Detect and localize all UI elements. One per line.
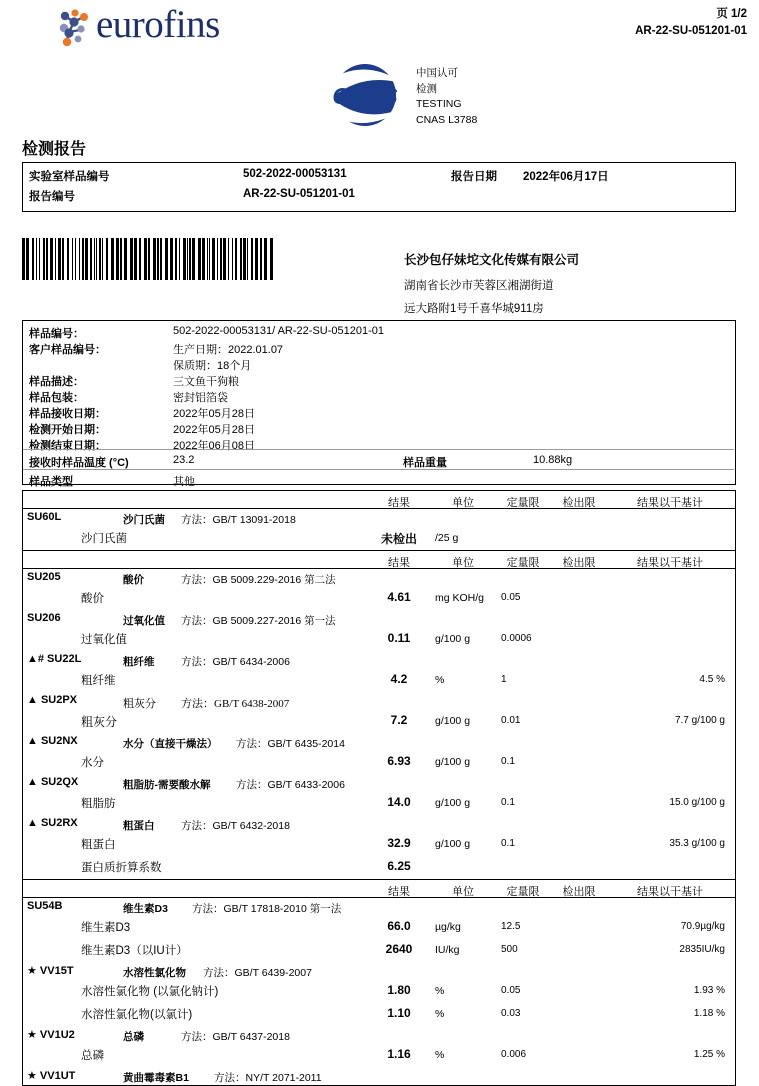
cnas-accreditation [320, 62, 510, 132]
result-unit: g/100 g [435, 715, 471, 727]
barcode-bar [26, 238, 29, 280]
result-value: 未检出 [380, 532, 417, 546]
result-unit: g/100 g [435, 797, 471, 809]
col-header-result: 结果 [388, 497, 410, 509]
result-loq: 0.006 [501, 1049, 527, 1060]
analysis-group-header [23, 509, 735, 527]
analysis-method: 方法：GB/T 17818-2010 第一法 [192, 903, 342, 915]
col-header-dry-basis: 结果以干基计 [637, 557, 703, 569]
analyte-name: 总磷 [81, 1050, 104, 1062]
analysis-method: 方法：GB/T 6437-2018 [181, 1031, 290, 1043]
col-header-lod: 检出限 [562, 497, 596, 509]
barcode-bar [270, 238, 273, 280]
barcode-bar [207, 238, 208, 280]
analyte-name: 沙门氏菌 [81, 533, 127, 545]
analysis-code: ▲ SU2RX [27, 817, 78, 829]
barcode-bar [148, 238, 150, 280]
result-loq: 12.5 [501, 921, 521, 932]
barcode-bar [179, 238, 180, 280]
analysis-name: 粗纤维 [123, 656, 155, 668]
table-row [23, 1044, 735, 1067]
result-dry-basis: 15.0 g/100 g [669, 797, 725, 808]
cnas-line-3: TESTING [416, 98, 462, 110]
table-row [23, 916, 735, 939]
barcode-bar [223, 238, 226, 280]
barcode-bar [116, 238, 119, 280]
col-header-unit: 单位 [452, 557, 474, 569]
col-header-loq: 定量限 [506, 557, 540, 569]
col-header-result: 结果 [388, 886, 410, 898]
analysis-group-header [23, 610, 735, 628]
barcode-bar [96, 238, 97, 280]
barcode-bar [144, 238, 147, 280]
result-loq: 0.05 [501, 592, 521, 603]
analysis-group-header [23, 815, 735, 833]
barcode-bar [170, 238, 173, 280]
analyte-name: 粗纤维 [81, 675, 116, 687]
barcode-bar [99, 238, 101, 280]
barcode-bar [130, 238, 133, 280]
barcode-bar [153, 238, 156, 280]
sample-info-label: 客户样品编号： [29, 344, 106, 356]
client-address-line-2: 远大路附1号千喜华城911房 [404, 303, 544, 315]
result-value: 1.10 [387, 1006, 411, 1020]
barcode-bar [165, 238, 168, 280]
report-date-label: 报告日期 [451, 171, 497, 183]
col-header-loq: 定量限 [506, 497, 540, 509]
barcode-bar [106, 238, 108, 280]
barcode-bar [255, 238, 258, 280]
results-table [22, 490, 736, 1086]
barcode-bar [90, 238, 92, 280]
analysis-group-header [23, 692, 735, 710]
barcode-bar [251, 238, 253, 280]
analysis-group-header [23, 569, 735, 587]
col-header-dry-basis: 结果以干基计 [637, 886, 703, 898]
cnas-line-2: 检测 [416, 82, 437, 95]
table-row [23, 980, 735, 1003]
analysis-name: 粗蛋白 [123, 820, 155, 832]
barcode-bar [264, 238, 267, 280]
barcode-bar [228, 238, 229, 280]
barcode-bar [175, 238, 177, 280]
barcode-bar [120, 238, 122, 280]
result-loq: 0.1 [501, 756, 515, 767]
sample-info-value: 三文鱼干狗粮 [173, 376, 239, 388]
analysis-name: 粗灰分 [123, 698, 156, 710]
result-loq: 0.01 [501, 715, 521, 726]
analyte-name: 水溶性氯化物 (以氯化钠计) [81, 986, 219, 998]
result-loq: 0.05 [501, 985, 521, 996]
barcode-bar [240, 238, 242, 280]
sample-info-value: 2022年06月08日 [173, 440, 255, 452]
barcode-bar [198, 238, 201, 280]
result-unit: µg/kg [435, 921, 461, 933]
analysis-method: 方法：GB/T 6434-2006 [181, 656, 290, 668]
sample-info-label: 样品接收日期： [29, 408, 106, 420]
cnas-line-4: CNAS L3788 [416, 113, 478, 126]
barcode-bar [157, 238, 159, 280]
barcode-bar [247, 238, 248, 280]
brand-wordmark: eurofins [96, 3, 220, 46]
barcode-bar [62, 238, 64, 280]
table-row [23, 792, 735, 815]
analysis-name: 水分（直接干燥法） [123, 738, 218, 750]
analysis-method: 方法：GB 5009.229-2016 第二法 [181, 574, 336, 586]
results-header-row [22, 490, 736, 509]
svg-text:CNAS: CNAS [332, 83, 398, 109]
sample-info-value: 502-2022-00053131/ AR-22-SU-051201-01 [173, 325, 384, 337]
analysis-code: ★ VV1UT [27, 1070, 76, 1082]
barcode-bar [232, 238, 233, 280]
analyte-name: 水分 [81, 757, 104, 769]
analyte-name: 水溶性氯化物(以氯计) [81, 1009, 193, 1021]
analysis-name: 过氧化值 [123, 615, 165, 627]
result-dry-basis: 35.3 g/100 g [669, 838, 725, 849]
result-value: 4.61 [387, 590, 411, 604]
barcode-bar [67, 238, 69, 280]
sample-type-value: 其他 [173, 476, 195, 488]
barcode-bar [139, 238, 141, 280]
analysis-code: ▲ SU2PX [27, 694, 78, 706]
col-header-unit: 单位 [452, 497, 474, 509]
barcode-bar [75, 238, 76, 280]
report-id-box [22, 162, 736, 212]
barcode-bar [160, 238, 162, 280]
barcode-bar [22, 238, 25, 280]
analysis-code: ▲ SU2QX [27, 776, 79, 788]
table-row [23, 751, 735, 774]
result-loq: 0.1 [501, 797, 515, 808]
results-header-row [22, 550, 736, 569]
sample-info-label: 检测结束日期： [29, 440, 106, 452]
eurofins-logo [56, 3, 256, 50]
client-address-block [404, 250, 579, 323]
col-header-lod: 检出限 [562, 886, 596, 898]
result-dry-basis: 1.93 % [693, 985, 725, 996]
table-row [23, 587, 735, 610]
result-value: 1.16 [387, 1047, 411, 1061]
result-unit: % [435, 985, 445, 997]
barcode-bar [111, 238, 114, 280]
result-dry-basis: 4.5 % [699, 674, 725, 685]
divider [23, 469, 734, 470]
analysis-name: 酸价 [123, 574, 144, 586]
analyte-name: 蛋白质折算系数 [81, 862, 162, 874]
table-row [23, 669, 735, 692]
barcode-bar [192, 238, 195, 280]
analysis-name: 黄曲霉毒素B1 [123, 1072, 189, 1084]
analyte-name: 过氧化值 [81, 634, 127, 646]
result-loq: 0.1 [501, 838, 515, 849]
result-unit: % [435, 1008, 445, 1020]
barcode-bar [46, 238, 48, 280]
sample-temp-label: 接收时样品温度 (°C) [29, 457, 129, 469]
analysis-method: 方法：GB/T 6435-2014 [236, 738, 345, 750]
analysis-group-header [23, 898, 735, 916]
lab-sample-value: 502-2022-00053131 [243, 168, 347, 180]
analysis-group-header [23, 774, 735, 792]
client-company-name: 长沙包仔妹坨文化传媒有限公司 [404, 253, 580, 267]
result-dry-basis: 7.7 g/100 g [674, 715, 725, 726]
sample-info-value: 保质期：18个月 [173, 360, 252, 372]
barcode-bar [212, 238, 215, 280]
analysis-code: SU205 [27, 571, 61, 583]
page-title: 检测报告 [22, 141, 87, 158]
barcode-bar [50, 238, 53, 280]
result-dry-basis: 1.25 % [693, 1049, 725, 1060]
sample-weight-value: 10.88kg [533, 454, 573, 466]
result-value: 14.0 [387, 795, 411, 809]
barcode-bar [260, 238, 262, 280]
analysis-name: 沙门氏菌 [123, 514, 165, 526]
table-row [23, 833, 735, 856]
barcode-bar [124, 238, 127, 280]
sample-info-label: 样品描述： [29, 376, 84, 388]
results-body [22, 569, 736, 879]
divider [23, 449, 734, 450]
result-loq: 0.03 [501, 1008, 521, 1019]
barcode-bar [183, 238, 186, 280]
analysis-code: SU206 [27, 612, 61, 624]
barcode-bar [55, 238, 56, 280]
sample-info-value: 2022年05月28日 [173, 424, 255, 436]
analysis-code: ★ VV1U2 [27, 1029, 75, 1041]
results-body [22, 898, 736, 1086]
sample-type-label: 样品类型 [29, 476, 73, 488]
result-unit: g/100 g [435, 838, 471, 850]
report-no-value: AR-22-SU-051201-01 [243, 188, 355, 200]
analysis-method: 方法：GB/T 6439-2007 [203, 967, 312, 979]
result-unit: % [435, 674, 445, 686]
result-value: 2640 [385, 942, 413, 956]
analysis-group-header [23, 733, 735, 751]
page-header [0, 0, 759, 60]
barcode-bar [243, 238, 246, 280]
col-header-result: 结果 [388, 557, 410, 569]
analysis-code: ★ VV15T [27, 965, 74, 977]
analysis-name: 粗脂肪-需要酸水解 [123, 779, 211, 791]
result-unit: /25 g [435, 532, 459, 544]
barcode-bar [134, 238, 137, 280]
analysis-group-header [23, 651, 735, 669]
analyte-name: 酸价 [81, 593, 104, 605]
analysis-name: 维生素D3 [123, 903, 168, 915]
result-dry-basis: 1.18 % [693, 1008, 725, 1019]
result-value: 6.25 [387, 859, 411, 873]
analyte-name: 维生素D3 [81, 922, 131, 934]
table-row [23, 856, 735, 879]
cnas-logo-icon [320, 62, 410, 128]
analysis-name: 水溶性氯化物 [123, 967, 186, 979]
sample-barcode [22, 238, 274, 280]
results-body [22, 509, 736, 550]
cnas-line-1: 中国认可 [416, 67, 458, 79]
barcode-bar [43, 238, 45, 280]
barcode-bar [220, 238, 222, 280]
sample-temp-value: 23.2 [173, 454, 195, 466]
analyte-name: 粗脂肪 [81, 798, 116, 810]
result-loq: 0.0006 [501, 633, 532, 644]
eurofins-dots-icon [56, 8, 96, 48]
col-header-loq: 定量限 [506, 886, 540, 898]
barcode-bar [32, 238, 34, 280]
table-row [23, 710, 735, 733]
result-unit: g/100 g [435, 756, 471, 768]
col-header-dry-basis: 结果以干基计 [637, 497, 703, 509]
result-dry-basis: 70.9µg/kg [680, 921, 725, 932]
barcode-bar [58, 238, 61, 280]
analysis-method: 方法：GB 5009.227-2016 第一法 [181, 615, 336, 627]
table-row [23, 1003, 735, 1026]
analysis-method: 方法：GB/T 6438-2007 [181, 698, 290, 710]
barcode-bar [217, 238, 218, 280]
client-address-line-1: 湖南省长沙市芙蓉区湘湖街道 [404, 280, 554, 292]
result-loq: 1 [501, 674, 507, 685]
result-loq: 500 [501, 944, 518, 955]
result-unit: g/100 g [435, 633, 471, 645]
barcode-bar [39, 238, 40, 280]
barcode-bar [82, 238, 84, 280]
barcode-bar [235, 238, 237, 280]
analysis-code: ▲ SU2NX [27, 735, 78, 747]
analysis-method: 方法：GB/T 6432-2018 [181, 820, 290, 832]
report-no-label: 报告编号 [29, 191, 75, 203]
page-number-block [635, 6, 747, 40]
analysis-code: ▲# SU22L [27, 653, 82, 665]
table-row [23, 628, 735, 651]
barcode-bar [94, 238, 95, 280]
col-header-unit: 单位 [452, 886, 474, 898]
analysis-method: 方法：GB/T 6433-2006 [236, 779, 345, 791]
lab-sample-label: 实验室样品编号 [29, 171, 110, 183]
sample-info-box [22, 320, 736, 488]
result-value: 1.80 [387, 983, 411, 997]
cnas-text-block [416, 66, 477, 128]
result-value: 66.0 [387, 919, 411, 933]
results-header-row [22, 879, 736, 898]
barcode-bar [187, 238, 188, 280]
result-value: 0.11 [387, 631, 411, 645]
analysis-method: 方法：NY/T 2071-2011 [214, 1072, 322, 1084]
report-date-value: 2022年06月17日 [523, 171, 609, 183]
analyte-name: 粗蛋白 [81, 839, 116, 851]
barcode-bar [72, 238, 73, 280]
col-header-lod: 检出限 [562, 557, 596, 569]
analyte-name: 维生素D3（以IU计） [81, 945, 188, 957]
result-unit: IU/kg [435, 944, 460, 956]
analysis-name: 总磷 [123, 1031, 144, 1043]
result-unit: % [435, 1049, 445, 1061]
sample-info-label: 检测开始日期： [29, 424, 106, 436]
result-value: 32.9 [387, 836, 411, 850]
result-unit: mg KOH/g [435, 592, 485, 604]
barcode-bar [36, 238, 37, 280]
result-value: 7.2 [390, 713, 408, 727]
sample-info-label: 样品编号： [29, 328, 84, 340]
analysis-code: SU60L [27, 511, 62, 523]
barcode-bar [102, 238, 103, 280]
barcode-bar [209, 238, 210, 280]
analysis-group-header [23, 1067, 735, 1085]
sample-info-value: 密封铝箔袋 [173, 392, 228, 404]
analysis-group-header [23, 1026, 735, 1044]
analysis-method: 方法：GB/T 13091-2018 [181, 514, 296, 526]
table-row [23, 939, 735, 962]
sample-info-label: 样品包装： [29, 392, 84, 404]
result-value: 4.2 [390, 672, 408, 686]
analysis-group-header [23, 962, 735, 980]
analysis-code: SU54B [27, 900, 63, 912]
barcode-bar [85, 238, 88, 280]
sample-info-value: 生产日期：2022.01.07 [173, 344, 284, 356]
barcode-bar [189, 238, 191, 280]
barcode-bar [202, 238, 205, 280]
analyte-name: 粗灰分 [81, 715, 118, 729]
sample-info-value: 2022年05月28日 [173, 408, 255, 420]
report-ref: AR-22-SU-051201-01 [635, 25, 747, 37]
page-number: 页 1/2 [716, 8, 747, 20]
result-dry-basis: 2835IU/kg [679, 944, 725, 955]
result-value: 6.93 [387, 754, 411, 768]
barcode-bar [79, 238, 80, 280]
sample-weight-label: 样品重量 [403, 457, 447, 469]
table-row [23, 527, 735, 550]
